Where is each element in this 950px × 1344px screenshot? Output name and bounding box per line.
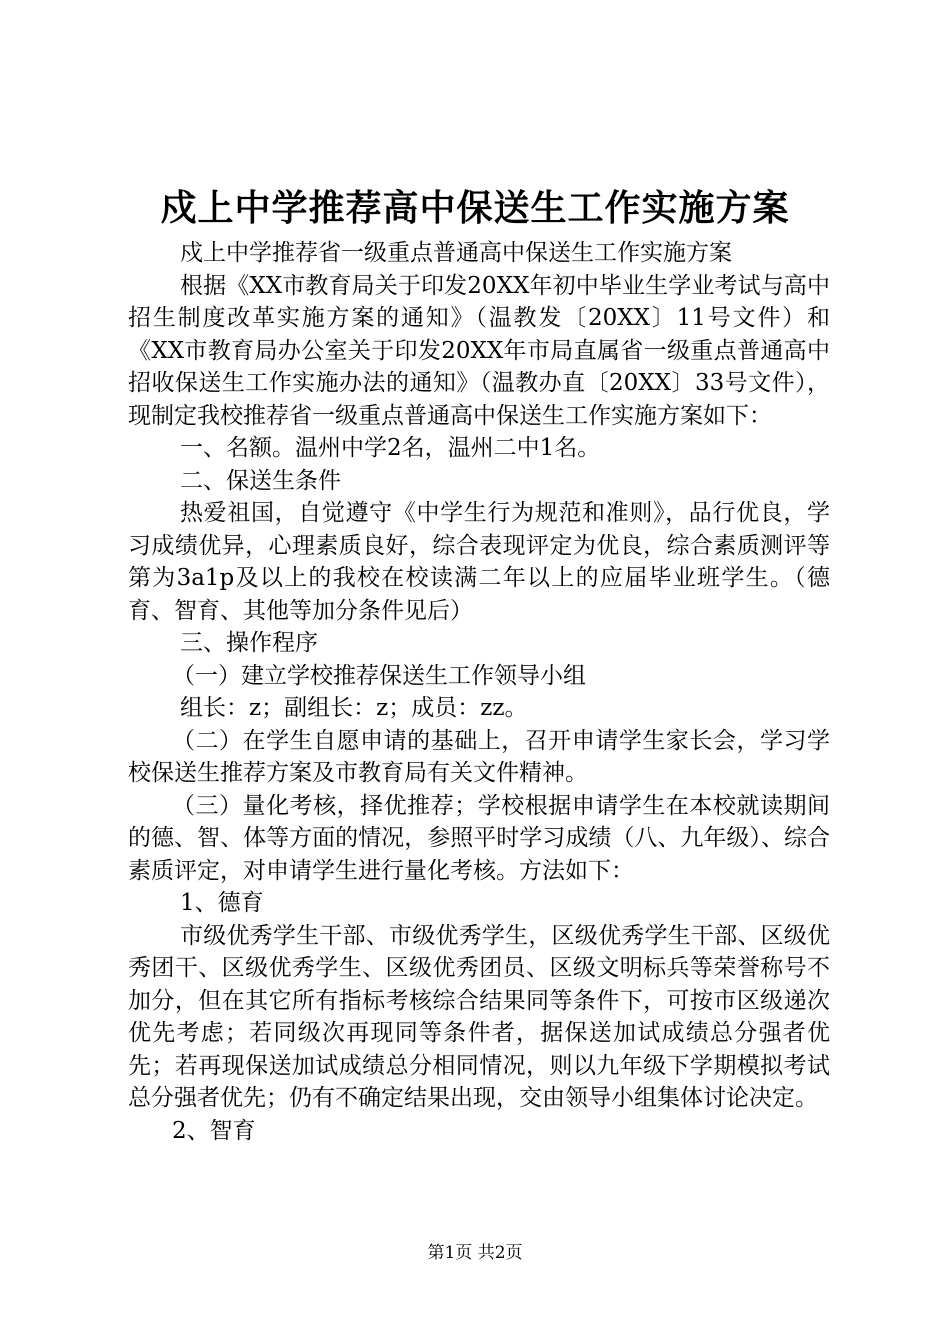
conditions-paragraph: 热爱祖国，自觉遵守《中学生行为规范和准则》，品行优良，学习成绩优异，心理素质良好，综合表现评定为优良，综合素质测评等第为3a1p及以上的我校在校读满二年以上的应届毕业班学生。（德育、智育、其他等加分条件见后） <box>128 500 830 624</box>
section-conditions-heading: 二、保送生条件 <box>180 467 341 494</box>
intellectual-education-heading: 2、智育 <box>172 1117 256 1144</box>
procedure-step-1: （一）建立学校推荐保送生工作领导小组 <box>172 662 586 689</box>
moral-education-heading: 1、德育 <box>180 890 264 916</box>
subtitle-paragraph: 戍上中学推荐省一级重点普通高中保送生工作实施方案 <box>180 240 732 266</box>
intro-paragraph: 根据《XX市教育局关于印发20XX年初中毕业生学业考试与高中招生制度改革实施方案的通知》（温教发〔20XX〕11号文件）和《XX市教育局办公室关于印发20XX年市局直属省一级重点普通高中招收保送生工作实施办法的通知》（温教办直〔20XX〕33号文件），现制定我校推荐省一级重点普通高中保送生工作实施方案如下： <box>128 272 830 429</box>
page-number-footer: 第1页 共2页 <box>427 1243 523 1263</box>
moral-education-paragraph: 市级优秀学生干部、市级优秀学生，区级优秀学生干部、区级优秀团干、区级优秀学生、区级优秀团员、区级文明标兵等荣誉称号不加分，但在其它所有指标考核综合结果同等条件下，可按市区级递次优先考虑；若同级次再现同等条件者，据保送加试成绩总分强者优先；若再现保送加试成绩总分相同情况，则以九年级下学期模拟考试总分强者优先；仍有不确定结果出现，交由领导小组集体讨论决定。 <box>128 922 830 1111</box>
leadership-members: 组长：z；副组长：z；成员：zz。 <box>180 695 528 721</box>
procedure-step-3: （三）量化考核，择优推荐；学校根据申请学生在本校就读期间的德、智、体等方面的情况，参照平时学习成绩（八、九年级）、综合素质评定，对申请学生进行量化考核。方法如下： <box>128 792 830 884</box>
procedure-step-2: （二）在学生自愿申请的基础上，召开申请学生家长会，学习学校保送生推荐方案及市教育局有关文件精神。 <box>128 727 830 786</box>
document-body <box>128 237 830 1147</box>
document-title: 戍上中学推荐高中保送生工作实施方案 <box>160 187 790 229</box>
section-procedure-heading: 三、操作程序 <box>180 630 318 656</box>
section-quota: 一、名额。温州中学2名，温州二中1名。 <box>180 435 601 461</box>
